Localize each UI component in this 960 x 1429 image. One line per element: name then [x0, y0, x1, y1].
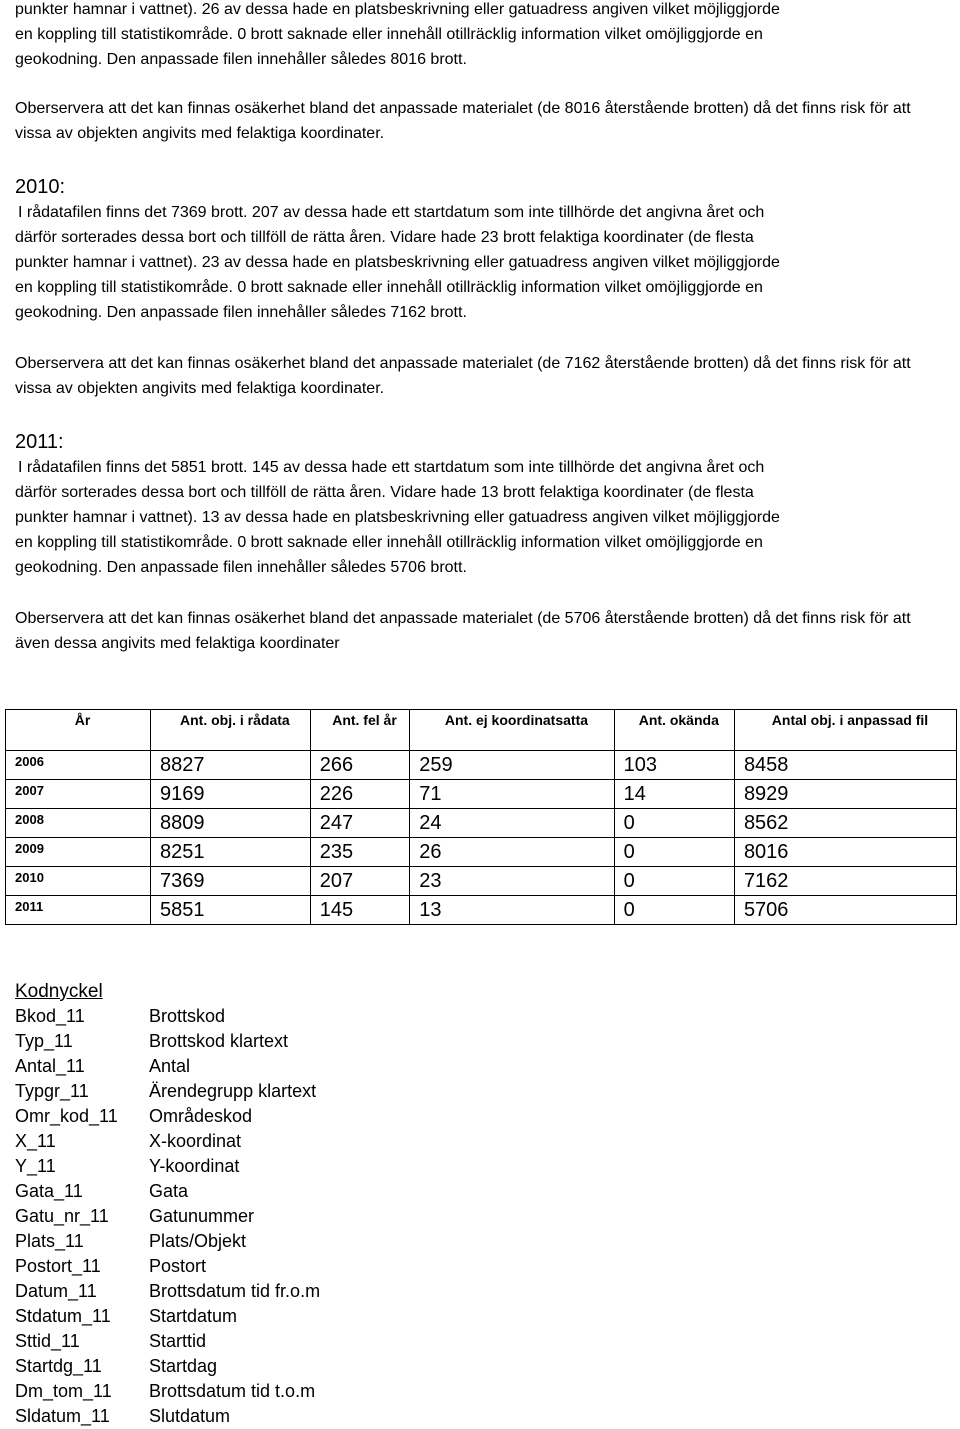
- year-colon: :: [58, 431, 64, 453]
- text-line: I rådatafilen finns det 7369 brott. 207 av dessa hade ett startdatum som inte tillhörde det angivna året och: [18, 204, 765, 221]
- list-item: [15, 1329, 320, 1354]
- code-key: Datum_11: [15, 1281, 97, 1301]
- code-description: Gatunummer: [149, 1206, 255, 1226]
- value-cell: 145: [310, 896, 410, 925]
- list-item: [15, 1279, 320, 1304]
- year-cell: 2008: [6, 809, 151, 838]
- code-description: X-koordinat: [149, 1131, 242, 1151]
- value-cell: 247: [310, 809, 410, 838]
- table-row: [6, 896, 957, 925]
- value-cell: 259: [410, 751, 614, 780]
- code-description: Startdag: [149, 1356, 218, 1376]
- text-line: geokodning. Den anpassade filen innehåller således 8016 brott.: [15, 51, 467, 68]
- value-cell: 8929: [734, 780, 956, 809]
- list-item: [15, 1104, 320, 1129]
- code-key: Sldatum_11: [15, 1406, 110, 1426]
- kodnyckel-list: [15, 1004, 320, 1429]
- value-cell: 71: [410, 780, 614, 809]
- value-cell: 5851: [151, 896, 311, 925]
- list-item: [15, 1229, 320, 1254]
- value-cell: 103: [614, 751, 734, 780]
- text-line: geokodning. Den anpassade filen innehåller således 7162 brott.: [15, 304, 467, 321]
- header-cell: Ant. okända: [614, 710, 734, 751]
- value-cell: 0: [614, 867, 734, 896]
- header-cell: Ant. fel år: [310, 710, 410, 751]
- code-description: Brottsdatum tid t.o.m: [149, 1381, 316, 1401]
- code-key: Bkod_11: [15, 1006, 85, 1026]
- observation-2009: [15, 96, 945, 146]
- text-line: därför sorterades dessa bort och tillföll de rätta åren. Vidare hade 13 brott felaktiga koordinater (de flesta: [15, 484, 754, 501]
- code-description: Gata: [149, 1181, 189, 1201]
- year-cell: 2009: [6, 838, 151, 867]
- text-line: punkter hamnar i vattnet). 13 av dessa hade en platsbeskrivning eller gatuadress angiven vilket möjliggjorde: [15, 509, 780, 526]
- year-cell: 2010: [6, 867, 151, 896]
- list-item: [15, 1379, 320, 1404]
- value-cell: 0: [614, 838, 734, 867]
- list-item: [15, 1004, 320, 1029]
- list-item: [15, 1154, 320, 1179]
- table-row: [6, 867, 957, 896]
- code-description: Plats/Objekt: [149, 1231, 247, 1251]
- code-key: Gatu_nr_11: [15, 1206, 109, 1226]
- code-key: Y_11: [15, 1156, 56, 1176]
- code-description: Antal: [149, 1056, 191, 1076]
- table-row: [6, 751, 957, 780]
- list-item: [15, 1254, 320, 1279]
- text-line: geokodning. Den anpassade filen innehåller således 5706 brott.: [15, 559, 467, 576]
- text-line: en koppling till statistikområde. 0 brott saknade eller innehåll otillräcklig information vilket omöjliggjorde en: [15, 534, 763, 551]
- list-item: [15, 1179, 320, 1204]
- value-cell: 8809: [151, 809, 311, 838]
- list-item: [15, 1129, 320, 1154]
- value-cell: 9169: [151, 780, 311, 809]
- section-2011: [15, 429, 945, 580]
- code-key: Omr_kod_11: [15, 1106, 118, 1126]
- header-cell: Ant. obj. i rådata: [151, 710, 311, 751]
- value-cell: 0: [614, 896, 734, 925]
- observation-text: Oberservera att det kan finnas osäkerhet bland det anpassade materialet (de 5706 återstående brotten) då det finns risk för att även dessa angivits med felaktiga koordinater: [15, 610, 911, 652]
- value-cell: 226: [310, 780, 410, 809]
- observation-text: Oberservera att det kan finnas osäkerhet bland det anpassade materialet (de 8016 återstående brotten) då det finns risk för att vissa av objekten angivits med felaktiga koordinater.: [15, 100, 911, 142]
- observation-text: Oberservera att det kan finnas osäkerhet bland det anpassade materialet (de 7162 återstående brotten) då det finns risk för att vissa av objekten angivits med felaktiga koordinater.: [15, 355, 911, 397]
- value-cell: 8251: [151, 838, 311, 867]
- value-cell: 8827: [151, 751, 311, 780]
- code-description: Slutdatum: [149, 1406, 231, 1426]
- code-description: Postort: [149, 1256, 207, 1276]
- list-item: [15, 1054, 320, 1079]
- code-key: Antal_11: [15, 1056, 85, 1076]
- list-item: [15, 1404, 320, 1429]
- text-line: punkter hamnar i vattnet). 26 av dessa hade en platsbeskrivning eller gatuadress angiven vilket möjliggjorde: [15, 1, 780, 18]
- year-cell: 2006: [6, 751, 151, 780]
- code-key: Sttid_11: [15, 1331, 80, 1351]
- table-row: [6, 838, 957, 867]
- year-label: 2010: [15, 176, 60, 198]
- code-key: X_11: [15, 1131, 56, 1151]
- table-row: [6, 780, 957, 809]
- year-cell: 2011: [6, 896, 151, 925]
- value-cell: 207: [310, 867, 410, 896]
- code-key: Startdg_11: [15, 1356, 102, 1376]
- value-cell: 0: [614, 809, 734, 838]
- text-line: en koppling till statistikområde. 0 brott saknade eller innehåll otillräcklig information vilket omöjliggjorde en: [15, 26, 763, 43]
- text-line: en koppling till statistikområde. 0 brott saknade eller innehåll otillräcklig information vilket omöjliggjorde en: [15, 279, 763, 296]
- value-cell: 8016: [734, 838, 956, 867]
- year-colon: :: [59, 176, 66, 198]
- code-description: Ärendegrupp klartext: [149, 1081, 317, 1101]
- code-description: Områdeskod: [149, 1106, 253, 1126]
- header-cell: Ant. ej koordinatsatta: [410, 710, 614, 751]
- table-row: [6, 809, 957, 838]
- header-cell: År: [6, 710, 151, 751]
- list-item: [15, 1079, 320, 1104]
- code-key: Plats_11: [15, 1231, 84, 1251]
- observation-2011: [15, 606, 945, 656]
- value-cell: 5706: [734, 896, 956, 925]
- text-line: I rådatafilen finns det 5851 brott. 145 av dessa hade ett startdatum som inte tillhörde det angivna året och: [18, 459, 765, 476]
- year-cell: 2007: [6, 780, 151, 809]
- header-cell: Antal obj. i anpassad fil: [734, 710, 956, 751]
- code-description: Y-koordinat: [149, 1156, 240, 1176]
- code-description: Startdatum: [149, 1306, 238, 1326]
- code-description: Starttid: [149, 1331, 207, 1351]
- code-description: Brottsdatum tid fr.o.m: [149, 1281, 321, 1301]
- code-description: Brottskod: [149, 1006, 226, 1026]
- text-line: därför sorterades dessa bort och tillföll de rätta åren. Vidare hade 23 brott felaktiga koordinater (de flesta: [15, 229, 754, 246]
- section-2010: [15, 174, 945, 325]
- value-cell: 266: [310, 751, 410, 780]
- value-cell: 13: [410, 896, 614, 925]
- table-header-row: [6, 710, 957, 751]
- code-key: Dm_tom_11: [15, 1381, 112, 1401]
- list-item: [15, 1304, 320, 1329]
- kodnyckel-title: Kodnyckel: [15, 981, 103, 1002]
- observation-2010: [15, 351, 945, 401]
- section-heading-2010: [15, 174, 945, 200]
- text-line: punkter hamnar i vattnet). 23 av dessa hade en platsbeskrivning eller gatuadress angiven vilket möjliggjorde: [15, 254, 780, 271]
- value-cell: 14: [614, 780, 734, 809]
- intro-paragraph: [15, 0, 945, 72]
- value-cell: 26: [410, 838, 614, 867]
- value-cell: 7369: [151, 867, 311, 896]
- code-key: Stdatum_11: [15, 1306, 111, 1326]
- value-cell: 235: [310, 838, 410, 867]
- code-key: Typ_11: [15, 1031, 73, 1051]
- code-key: Postort_11: [15, 1256, 101, 1276]
- list-item: [15, 1204, 320, 1229]
- value-cell: 8458: [734, 751, 956, 780]
- list-item: [15, 1029, 320, 1054]
- code-description: Brottskod klartext: [149, 1031, 289, 1051]
- value-cell: 24: [410, 809, 614, 838]
- value-cell: 7162: [734, 867, 956, 896]
- year-label: 2011: [15, 431, 59, 453]
- section-heading-2011: [15, 429, 945, 455]
- code-key: Gata_11: [15, 1181, 83, 1201]
- code-key: Typgr_11: [15, 1081, 89, 1101]
- statistics-table: [5, 709, 957, 925]
- value-cell: 8562: [734, 809, 956, 838]
- list-item: [15, 1354, 320, 1379]
- kodnyckel: [15, 979, 320, 1429]
- value-cell: 23: [410, 867, 614, 896]
